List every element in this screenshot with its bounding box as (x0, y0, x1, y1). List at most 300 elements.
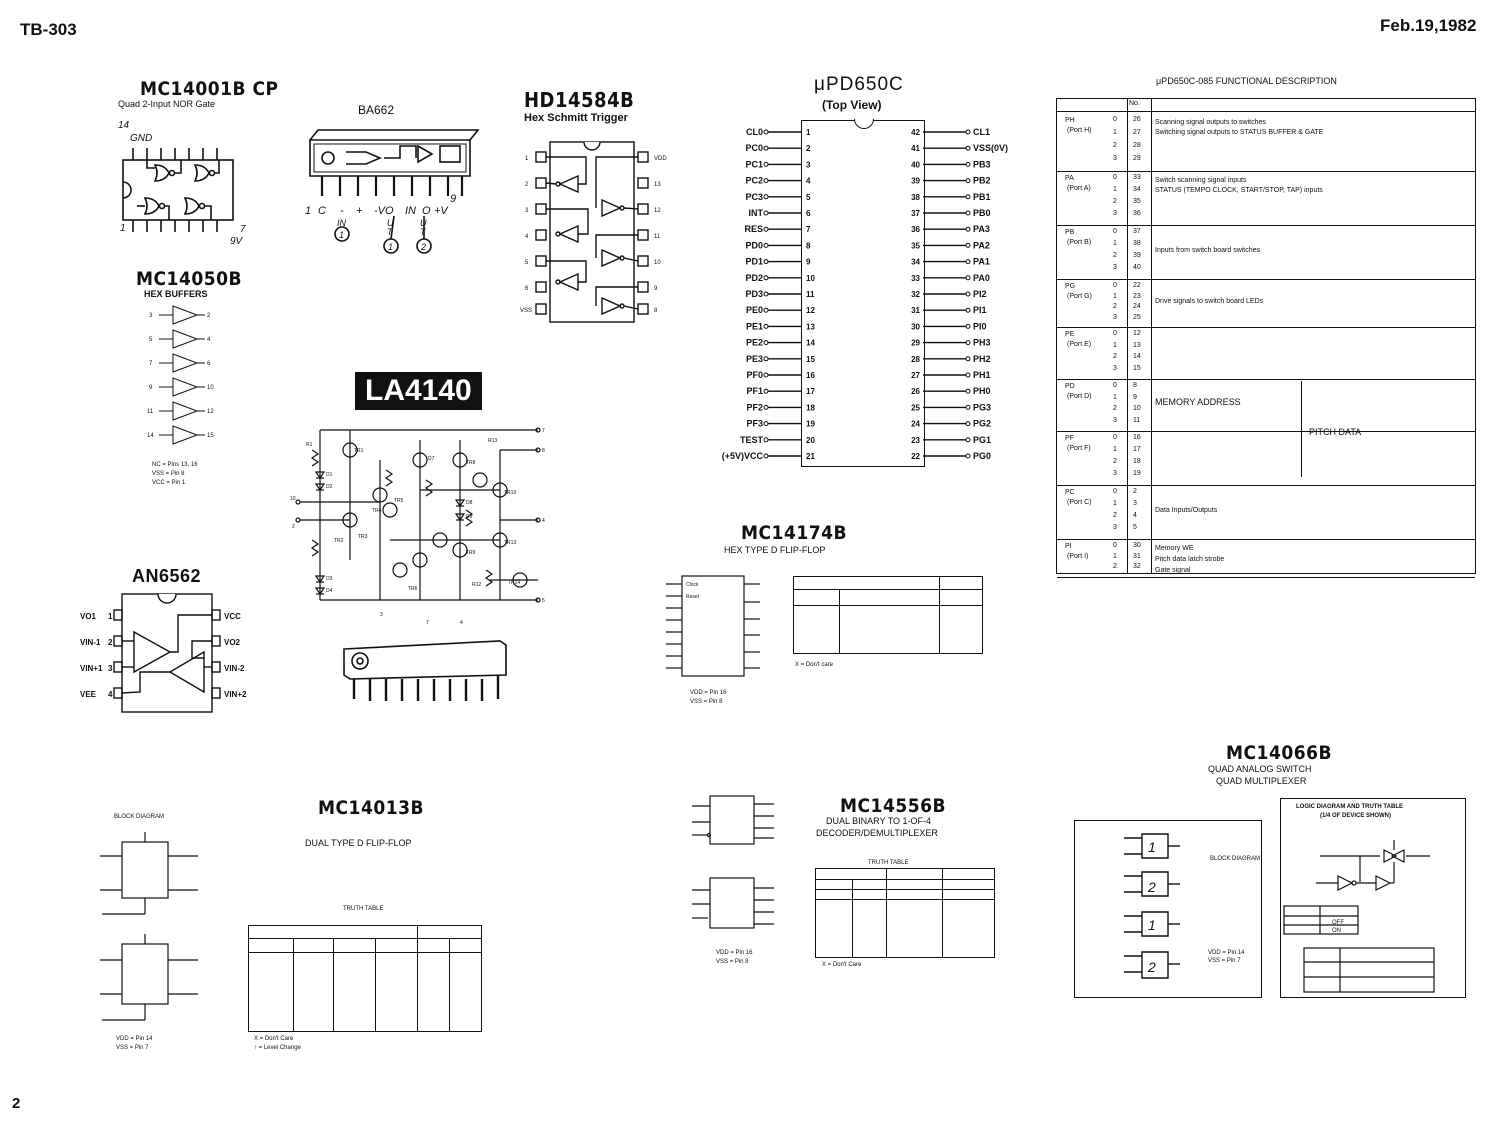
desc-bit: 1 (1113, 552, 1117, 560)
mc14050-note: VSS = Pin 8 (152, 471, 185, 477)
ba662-pin: + (356, 205, 363, 217)
upd650c-right-label: PB3 (973, 159, 991, 170)
upd650c-left-terminal (764, 308, 768, 312)
desc-bit: 3 (1113, 313, 1117, 321)
upd650c-right-label: PI1 (973, 305, 987, 316)
mc14050-out: 4 (207, 337, 211, 343)
desc-row (1057, 485, 1475, 540)
desc-pitch-data: PITCH DATA (1309, 427, 1362, 437)
upd650c-left-num: 7 (806, 225, 811, 235)
desc-bit: 3 (1113, 470, 1117, 477)
upd650c-right-terminal (966, 389, 970, 393)
desc-bit: 2 (1113, 142, 1117, 149)
desc-pin: 5 (1133, 524, 1137, 531)
upd650c-right-terminal (966, 292, 970, 296)
desc-row (1057, 225, 1475, 280)
ba662-pin: O (422, 205, 431, 217)
desc-pin: 30 (1133, 542, 1141, 549)
mc14050-out: 12 (207, 409, 214, 415)
la4140-diode: D2 (326, 484, 333, 490)
la4140-pin: 4 (542, 518, 545, 524)
la4140-pin: 2 (292, 524, 295, 530)
la4140-pin: 7 (426, 620, 429, 626)
desc-bit: 1 (1113, 186, 1117, 193)
mc14066-logic-title: LOGIC DIAGRAM AND TRUTH TABLE (1296, 804, 1403, 810)
upd650c-left-label: PE1 (745, 321, 763, 332)
upd650c-right-label: PH3 (973, 337, 991, 348)
upd650c-left-label: PD3 (745, 289, 763, 299)
ba662-mark: U (420, 218, 427, 228)
desc-bit: 0 (1113, 282, 1117, 289)
upd650c-left-terminal (764, 130, 768, 134)
la4140-schematic (290, 420, 550, 630)
upd650c-left-label: RES (744, 224, 763, 235)
upd650c-left-label: PC0 (745, 143, 763, 154)
hd14584-pin: 4 (525, 234, 529, 240)
desc-pin: 16 (1133, 434, 1141, 441)
an6562-right-pin: VIN-2 (224, 664, 245, 673)
desc-bit: 2 (1113, 458, 1117, 465)
upd650c-right-label: CL1 (973, 127, 991, 137)
upd650c-right-label: PA3 (973, 224, 990, 235)
desc-port: PH (1065, 117, 1075, 124)
upd650c-left-num: 3 (806, 160, 811, 170)
upd650c-left-terminal (764, 341, 768, 345)
upd650c-right-num: 38 (911, 192, 920, 202)
upd650c-right-num: 24 (911, 419, 920, 429)
upd650c-left-num: 1 (806, 128, 811, 137)
mc14013-note2: ↑ = Level Change (254, 1045, 301, 1051)
desc-port: PE (1065, 331, 1075, 338)
mc14050-in: 11 (147, 409, 154, 415)
an6562-package (80, 592, 250, 717)
la4140-tr: TR14 (508, 580, 521, 586)
mc14556-note: X = Don't Care (822, 962, 862, 968)
mc14066-logic-sub: (1/4 OF DEVICE SHOWN) (1320, 813, 1392, 819)
desc-bit: 0 (1113, 488, 1117, 495)
ba662-pin: IN (405, 205, 416, 217)
upd650c-right-terminal (966, 130, 970, 134)
la4140-diode: D4 (326, 588, 333, 594)
ba662-pin: 9 (450, 193, 457, 205)
upd650c-right-num: 35 (911, 241, 920, 251)
upd650c-left-num: 21 (806, 452, 815, 461)
desc-port: PF (1065, 435, 1074, 442)
desc-text: Drive signals to switch board LEDs (1155, 298, 1264, 305)
desc-pin: 2 (1133, 488, 1137, 495)
desc-text: Pitch data latch strobe (1155, 556, 1225, 563)
la4140-tr: TR13 (504, 540, 517, 546)
ba662-mark: IN (337, 218, 346, 228)
upd650c-right-label: PI0 (973, 321, 987, 332)
mc14174-truth-table (793, 576, 983, 654)
ba662-pin: - (340, 205, 344, 217)
desc-port-sub: (Port E) (1067, 341, 1092, 348)
upd650c-left-num: 15 (806, 354, 815, 364)
desc-row (1057, 113, 1475, 172)
desc-bit: 3 (1113, 264, 1117, 271)
upd650c-left-terminal (764, 211, 768, 215)
desc-pin: 4 (1133, 512, 1137, 519)
upd650c-right-label: VSS(0V) (973, 143, 1009, 154)
mc14013-truth-table (248, 925, 482, 1032)
upd650c-left-label: PF3 (746, 418, 763, 429)
la4140-tr: TR3 (358, 534, 368, 540)
desc-pin: 36 (1133, 210, 1141, 217)
upd650c-right-label: PI2 (973, 289, 987, 299)
upd650c-title: μPD650C (814, 74, 904, 95)
la4140-diode: D8 (466, 500, 473, 506)
desc-pin: 24 (1133, 303, 1141, 310)
svg-text:1: 1 (1148, 917, 1156, 933)
hd14584-vdd: VDD (654, 156, 667, 162)
upd650c-right-label: PH1 (973, 370, 991, 380)
desc-bit: 2 (1113, 512, 1117, 519)
an6562-num: 3 (108, 664, 113, 673)
upd650c-left-label: PC1 (745, 159, 763, 170)
mc14556-subtitle1: DUAL BINARY TO 1-OF-4 (826, 816, 932, 826)
upd650c-left-num: 12 (806, 306, 815, 316)
hd14584-pin: 11 (654, 234, 661, 240)
upd650c-right-terminal (966, 422, 970, 426)
upd650c-right-terminal (966, 373, 970, 377)
desc-bit: 1 (1113, 240, 1117, 247)
upd650c-left-terminal (764, 195, 768, 199)
page-number: 2 (12, 1095, 21, 1112)
hd14584-package (520, 140, 680, 325)
desc-pin: 19 (1133, 470, 1141, 477)
hd14584-pin: 12 (654, 208, 661, 214)
upd650c-left-num: 11 (806, 290, 815, 299)
upd650c-right-terminal (966, 260, 970, 264)
desc-pin: 28 (1133, 142, 1141, 149)
upd650c-left-terminal (764, 260, 768, 264)
mc14066-on: ON (1332, 928, 1341, 934)
desc-bit: 2 (1113, 252, 1117, 259)
desc-port-sub: (Port F) (1067, 445, 1091, 452)
mc14050-in: 7 (149, 361, 153, 367)
desc-bit: 1 (1113, 500, 1117, 507)
mc14050-in: 14 (147, 433, 154, 439)
desc-pin: 38 (1133, 240, 1141, 247)
desc-port-sub: (Port B) (1067, 239, 1092, 246)
ba662-mark: T (387, 227, 393, 237)
la4140-pin: 8 (542, 448, 545, 454)
desc-bit: 1 (1113, 129, 1117, 136)
upd650c-right-terminal (966, 438, 970, 442)
mc14556-truth-label: TRUTH TABLE (868, 860, 909, 866)
header-right: Feb.19,1982 (1380, 16, 1477, 35)
mc14013-block (88, 826, 218, 1026)
upd650c-right-label: PA0 (973, 272, 990, 283)
upd650c-right-terminal (966, 357, 970, 361)
desc-bit: 0 (1113, 228, 1117, 235)
upd650c-left-terminal (764, 292, 768, 296)
upd650c-left-terminal (764, 357, 768, 361)
upd650c-left-label: CL0 (745, 127, 763, 137)
desc-bit: 2 (1113, 405, 1117, 412)
desc-bit: 1 (1113, 341, 1117, 349)
upd650c-left-num: 10 (806, 273, 815, 283)
upd650c-left-num: 5 (806, 192, 811, 202)
desc-port: PC (1065, 489, 1075, 496)
desc-port-sub: (Port C) (1067, 499, 1092, 506)
desc-pin: 14 (1133, 353, 1141, 360)
la4140-tr: TR4 (372, 508, 382, 514)
desc-port-sub: (Port I) (1067, 553, 1089, 560)
svg-text:2: 2 (1148, 879, 1156, 895)
desc-port: PB (1065, 229, 1075, 236)
desc-table (1056, 98, 1476, 574)
desc-pin: 11 (1133, 416, 1141, 424)
mc14013-subtitle: DUAL TYPE D FLIP-FLOP (305, 838, 412, 848)
an6562-num: 1 (108, 612, 113, 621)
desc-row (1057, 279, 1475, 328)
upd650c-right-num: 42 (911, 128, 920, 137)
desc-pin: 9 (1133, 393, 1137, 401)
desc-row (1057, 327, 1475, 380)
upd650c-left-terminal (764, 405, 768, 409)
desc-pin: 40 (1133, 264, 1141, 271)
hd14584-pin: 9 (654, 286, 658, 292)
upd650c-right-terminal (966, 243, 970, 247)
upd650c-right-num: 29 (911, 338, 920, 348)
upd650c-left-label: PF1 (746, 386, 763, 397)
hd14584-pin: 13 (654, 182, 661, 188)
upd650c-right-label: PG0 (973, 451, 992, 461)
ba662-mark: T (420, 227, 426, 237)
mc14066-subtitle2: QUAD MULTIPLEXER (1216, 776, 1307, 786)
hd14584-title: HD14584B (524, 88, 635, 112)
mc14066-logic (1280, 820, 1464, 996)
upd650c-left-num: 8 (806, 241, 811, 251)
desc-pin: 10 (1133, 405, 1141, 412)
desc-pin: 35 (1133, 198, 1141, 205)
mc14013-title: MC14013B (318, 797, 425, 819)
la4140-pin: 5 (542, 598, 545, 604)
desc-bit: 1 (1113, 292, 1117, 300)
desc-text: Scanning signal outputs to switches (1155, 119, 1266, 126)
mc14001-9v: 9V (230, 236, 243, 247)
desc-port-sub: (Port D) (1067, 393, 1092, 400)
mc14050-out: 2 (207, 313, 211, 319)
mc14013-block-label: BLOCK DIAGRAM (114, 814, 165, 820)
mc14556-block (678, 792, 798, 942)
mc14174-subtitle: HEX TYPE D FLIP-FLOP (724, 545, 826, 555)
mc14066-subtitle1: QUAD ANALOG SWITCH (1208, 764, 1312, 774)
desc-bit: 1 (1113, 393, 1117, 401)
upd650c-right-terminal (966, 308, 970, 312)
desc-text: STATUS (TEMPO CLOCK, START/STOP, TAP) inputs (1155, 187, 1323, 194)
desc-bit: 0 (1113, 434, 1117, 441)
desc-row (1057, 171, 1475, 226)
upd650c-left-label: PD2 (745, 272, 763, 283)
desc-bit: 0 (1113, 174, 1117, 181)
mc14001-subtitle: Quad 2-Input NOR Gate (118, 99, 216, 109)
upd650c-right-num: 32 (911, 290, 920, 299)
upd650c-right-label: PA2 (973, 240, 990, 251)
header-left: TB-303 (20, 20, 77, 39)
la4140-pin: 10 (290, 496, 296, 502)
upd650c-left-label: PC3 (745, 191, 763, 202)
upd650c-right-label: PB1 (973, 191, 991, 202)
hd14584-pin: 5 (525, 260, 529, 266)
mc14066-block-label: BLOCK DIAGRAM (1210, 856, 1261, 862)
desc-port: PA (1065, 175, 1074, 182)
upd650c-right-terminal (966, 324, 970, 328)
hd14584-pin: 6 (525, 286, 529, 292)
desc-pin: 17 (1133, 446, 1141, 453)
desc-pin: 39 (1133, 252, 1141, 259)
desc-row (1057, 431, 1475, 486)
upd650c-right-num: 39 (911, 176, 920, 186)
desc-text: Inputs from switch board switches (1155, 247, 1261, 254)
an6562-right-pin: VIN+2 (224, 690, 247, 699)
upd650c-left-num: 4 (806, 176, 811, 186)
upd650c-right-label: PA1 (973, 256, 990, 267)
ba662-circled: 1 (339, 230, 345, 240)
upd650c-left-num: 9 (806, 257, 811, 267)
la4140-res: R1 (306, 442, 313, 448)
upd650c-left-label: TEST (739, 434, 763, 445)
an6562-num: 4 (108, 690, 113, 699)
upd650c-left-label: PF2 (746, 402, 763, 413)
desc-bit: 0 (1113, 542, 1117, 549)
mc14556-title: MC14556B (840, 795, 947, 817)
mc14050-note: NC = Pins 13, 16 (152, 462, 198, 468)
upd650c-left-num: 19 (806, 419, 815, 429)
mc14050-out: 10 (207, 385, 214, 391)
desc-no-header: No. (1129, 100, 1140, 107)
desc-pin: 15 (1133, 364, 1141, 372)
an6562-left-pin: VIN+1 (80, 664, 103, 673)
desc-pin: 26 (1133, 116, 1141, 123)
upd650c-right-num: 31 (911, 306, 920, 316)
upd650c-left-terminal (764, 324, 768, 328)
upd650c-right-terminal (966, 162, 970, 166)
desc-bit: 2 (1113, 303, 1117, 310)
la4140-diode: D1 (326, 472, 333, 478)
an6562-left-pin: VO1 (80, 612, 97, 621)
upd650c-left-num: 17 (806, 387, 815, 397)
mc14050-in: 3 (149, 313, 153, 319)
upd650c-pins (700, 120, 1040, 470)
an6562-right-pin: VCC (224, 612, 241, 621)
upd650c-left-label: PE0 (745, 305, 763, 316)
hd14584-pin: 3 (525, 208, 529, 214)
upd650c-right-terminal (966, 195, 970, 199)
mc14066-vss: VSS = Pin 7 (1208, 958, 1241, 964)
mc14001-title: MC14001B CP (140, 78, 279, 100)
mc14174-note: X = Don't care (795, 662, 833, 668)
desc-text: Data Inputs/Outputs (1155, 507, 1218, 514)
desc-pin: 31 (1133, 552, 1141, 560)
la4140-tr: TR5 (394, 498, 404, 504)
desc-title: μPD650C-085 FUNCTIONAL DESCRIPTION (1156, 76, 1337, 86)
ba662-circled: 2 (421, 242, 427, 252)
upd650c-left-terminal (764, 276, 768, 280)
upd650c-right-num: 40 (911, 160, 920, 170)
mc14001-gnd: GND (130, 133, 153, 144)
mc14066-off: OFF (1332, 920, 1344, 926)
ba662-mark: U (387, 218, 394, 228)
desc-pin: 3 (1133, 500, 1137, 507)
upd650c-left-label: PD0 (745, 240, 763, 251)
upd650c-left-label: INT (748, 208, 763, 218)
desc-bit: 0 (1113, 382, 1117, 389)
desc-bit: 3 (1113, 155, 1117, 162)
upd650c-right-num: 25 (911, 403, 920, 413)
desc-port: PG (1065, 283, 1076, 290)
desc-bit: 0 (1113, 330, 1117, 337)
desc-pin: 8 (1133, 382, 1137, 389)
upd650c-left-terminal (764, 454, 768, 458)
mc14013-truth-label: TRUTH TABLE (343, 906, 384, 912)
la4140-tr: TR9 (466, 550, 476, 556)
la4140-res: R13 (488, 438, 498, 444)
mc14050-note: VCC = Pin 1 (152, 480, 186, 486)
mc14556-vss: VSS = Pin 8 (716, 959, 749, 965)
upd650c-left-label: PC2 (745, 175, 763, 186)
upd650c-left-terminal (764, 389, 768, 393)
desc-text: Gate signal (1155, 567, 1191, 574)
mc14013-vss: VSS = Pin 7 (116, 1045, 149, 1051)
mc14556-subtitle2: DECODER/DEMULTIPLEXER (816, 828, 938, 838)
mc14013-vdd: VDD = Pin 14 (116, 1036, 153, 1042)
la4140-res: R12 (472, 582, 482, 588)
upd650c-subtitle: (Top View) (822, 98, 882, 112)
upd650c-right-label: PG3 (973, 402, 992, 413)
la4140-tr: TR2 (334, 538, 344, 544)
upd650c-left-terminal (764, 438, 768, 442)
desc-port: PI (1065, 543, 1072, 550)
upd650c-right-num: 41 (911, 144, 920, 154)
ba662-circled: 1 (388, 242, 394, 252)
mc14050-title: MC14050B (136, 268, 243, 290)
la4140-pin: 7 (542, 428, 545, 434)
upd650c-right-terminal (966, 179, 970, 183)
desc-bit: 3 (1113, 364, 1117, 372)
upd650c-right-label: PG1 (973, 434, 992, 445)
upd650c-left-num: 14 (806, 338, 815, 348)
upd650c-left-num: 6 (806, 209, 811, 218)
svg-text:1: 1 (1148, 839, 1156, 855)
upd650c-right-terminal (966, 211, 970, 215)
la4140-tr: TR8 (466, 460, 476, 466)
desc-port: PD (1065, 383, 1075, 390)
desc-pin: 12 (1133, 330, 1141, 337)
desc-bit: 3 (1113, 210, 1117, 217)
desc-pin: 32 (1133, 563, 1141, 571)
an6562-left-pin: VEE (80, 690, 97, 699)
ba662-title: BA662 (358, 103, 395, 117)
ba662-pin: 1 (305, 205, 312, 217)
desc-pin: 29 (1133, 155, 1141, 162)
desc-row (1057, 379, 1475, 432)
mc14066-title: MC14066B (1226, 742, 1333, 764)
upd650c-right-terminal (966, 146, 970, 150)
upd650c-right-label: PB2 (973, 175, 991, 186)
desc-pin: 34 (1133, 186, 1141, 193)
mc14001-package (115, 140, 245, 235)
upd650c-right-num: 34 (911, 257, 920, 267)
la4140-tr: TR10 (504, 490, 517, 496)
mc14001-pin7: 7 (240, 224, 246, 235)
mc14174-clock: Clock (686, 582, 699, 588)
ba662-pin: -VO (374, 205, 394, 217)
desc-pin: 27 (1133, 129, 1141, 136)
hd14584-pin: 8 (654, 308, 658, 314)
